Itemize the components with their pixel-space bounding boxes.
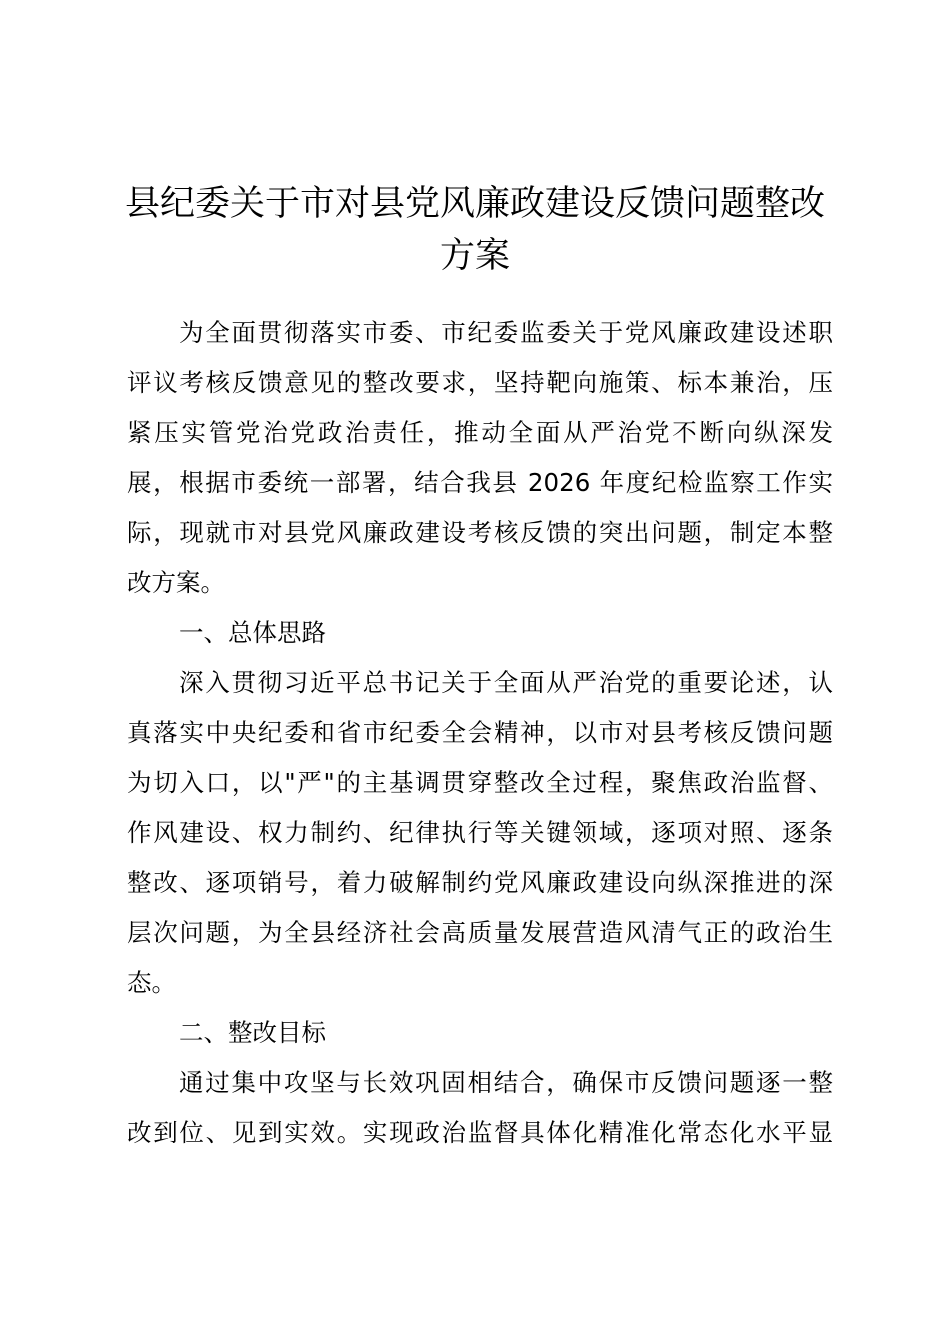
paragraph-intro: [127, 308, 833, 608]
text-line: 紧压实管党治党政治责任，推动全面从严治党不断向纵深发: [127, 418, 833, 447]
text-line: 真落实中央纪委和省市纪委全会精神，以市对县考核反馈问题: [127, 718, 833, 747]
text-line: 展，根据市委统一部署，结合我县 2026 年度纪检监察工作实: [127, 468, 833, 497]
text-line: 深入贯彻习近平总书记关于全面从严治党的重要论述，认: [179, 668, 833, 697]
section-heading-overall-approach: 一、总体思路: [179, 618, 326, 647]
text-line: 通过集中攻坚与长效巩固相结合，确保市反馈问题逐一整: [179, 1068, 833, 1097]
text-line: 作风建设、权力制约、纪律执行等关键领域，逐项对照、逐条: [127, 818, 833, 847]
text-line: 际，现就市对县党风廉政建设考核反馈的突出问题，制定本整: [127, 518, 833, 547]
paragraph-rectification-goals: [127, 1058, 833, 1158]
text-line: 评议考核反馈意见的整改要求，坚持靶向施策、标本兼治，压: [127, 368, 833, 397]
text-line: 为切入口，以"严"的主基调贯穿整改全过程，聚焦政治监督、: [127, 768, 833, 797]
text-line: 态。: [127, 968, 176, 997]
text-line: 层次问题，为全县经济社会高质量发展营造风清气正的政治生: [127, 918, 833, 947]
section-heading-rectification-goals: 二、整改目标: [179, 1018, 326, 1047]
document-title: [100, 178, 850, 282]
text-line: 改到位、见到实效。实现政治监督具体化精准化常态化水平显: [127, 1118, 833, 1147]
title-line: 方案: [439, 236, 510, 276]
paragraph-overall-approach: [127, 658, 833, 1008]
title-line: 县纪委关于市对县党风廉政建设反馈问题整改: [124, 184, 825, 224]
document-body: [127, 308, 833, 1158]
text-line: 改方案。: [127, 568, 225, 597]
text-line: 整改、逐项销号，着力破解制约党风廉政建设向纵深推进的深: [127, 868, 833, 897]
text-line: 为全面贯彻落实市委、市纪委监委关于党风廉政建设述职: [179, 318, 833, 347]
